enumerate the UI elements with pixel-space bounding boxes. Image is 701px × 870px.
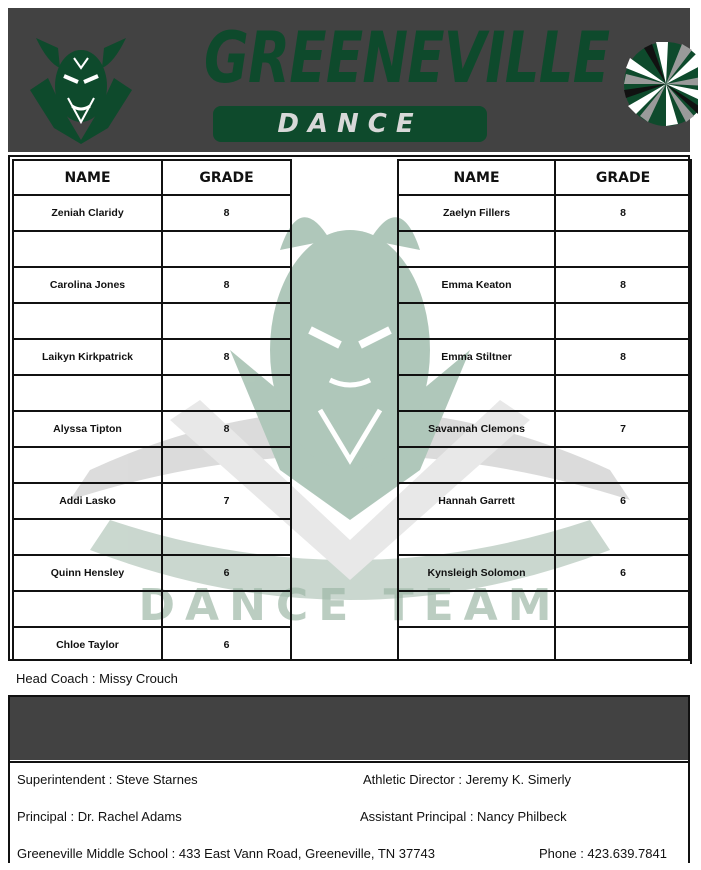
athletic-director: Athletic Director : Jeremy K. Simerly [363,772,572,787]
pompom-icon [616,20,698,148]
right-grade-cell: 6 [554,554,692,592]
right-name-cell [397,302,556,340]
column-header-grade: GRADE [161,159,292,196]
left-grade-cell: 8 [161,410,292,448]
left-grade-cell [161,590,292,628]
center-divider [290,159,399,664]
right-grade-cell: 7 [554,410,692,448]
right-name-cell [397,230,556,268]
left-name-cell [12,518,163,556]
right-name-cell: Zaelyn Fillers [397,194,556,232]
left-name-cell: Zeniah Claridy [12,194,163,232]
left-grade-cell [161,302,292,340]
right-name-cell: Emma Stiltner [397,338,556,376]
head-coach: Head Coach : Missy Crouch [16,671,178,686]
left-grade-cell: 8 [161,194,292,232]
left-grade-cell: 8 [161,266,292,304]
right-grade-cell [554,302,692,340]
right-grade-cell: 8 [554,266,692,304]
school-address: Greeneville Middle School : 433 East Vann Road, Greeneville, TN 37743 [17,846,435,861]
right-grade-cell [554,230,692,268]
left-grade-cell [161,446,292,484]
column-header-name: NAME [12,159,163,196]
column-header-grade: GRADE [554,159,692,196]
right-grade-cell: 8 [554,194,692,232]
right-name-cell: Hannah Garrett [397,482,556,520]
header-banner [8,8,690,152]
left-name-cell [12,302,163,340]
school-title: GREENEVILLE [204,17,610,99]
right-grade-cell [554,590,692,628]
dark-band [10,697,688,760]
devil-mascot-logo [28,28,134,144]
right-name-cell [397,446,556,484]
principal: Principal : Dr. Rachel Adams [17,809,182,824]
left-grade-cell: 8 [161,338,292,376]
right-grade-cell: 8 [554,338,692,376]
left-grade-cell: 6 [161,626,292,664]
team-subtitle: DANCE [213,106,487,142]
right-grade-cell: 6 [554,482,692,520]
left-grade-cell [161,230,292,268]
right-name-cell: Savannah Clemons [397,410,556,448]
staff-footer [10,761,688,863]
right-grade-cell [554,518,692,556]
superintendent: Superintendent : Steve Starnes [17,772,198,787]
left-name-cell: Carolina Jones [12,266,163,304]
right-name-cell [397,374,556,412]
left-name-cell [12,446,163,484]
right-name-cell: Emma Keaton [397,266,556,304]
assistant-principal: Assistant Principal : Nancy Philbeck [360,809,567,824]
phone-number: Phone : 423.639.7841 [539,846,667,861]
left-grade-cell: 7 [161,482,292,520]
left-name-cell: Quinn Hensley [12,554,163,592]
column-header-name: NAME [397,159,556,196]
left-name-cell [12,374,163,412]
right-name-cell [397,518,556,556]
right-name-cell [397,590,556,628]
left-name-cell [12,230,163,268]
left-name-cell: Chloe Taylor [12,626,163,664]
left-grade-cell [161,374,292,412]
left-grade-cell: 6 [161,554,292,592]
right-grade-cell [554,446,692,484]
left-name-cell: Alyssa Tipton [12,410,163,448]
left-name-cell: Laikyn Kirkpatrick [12,338,163,376]
watermark-text: DANCE TEAM [138,580,562,631]
left-name-cell [12,590,163,628]
right-name-cell: Kynsleigh Solomon [397,554,556,592]
left-name-cell: Addi Lasko [12,482,163,520]
coach-row [8,659,690,697]
left-grade-cell [161,518,292,556]
right-grade-cell [554,374,692,412]
